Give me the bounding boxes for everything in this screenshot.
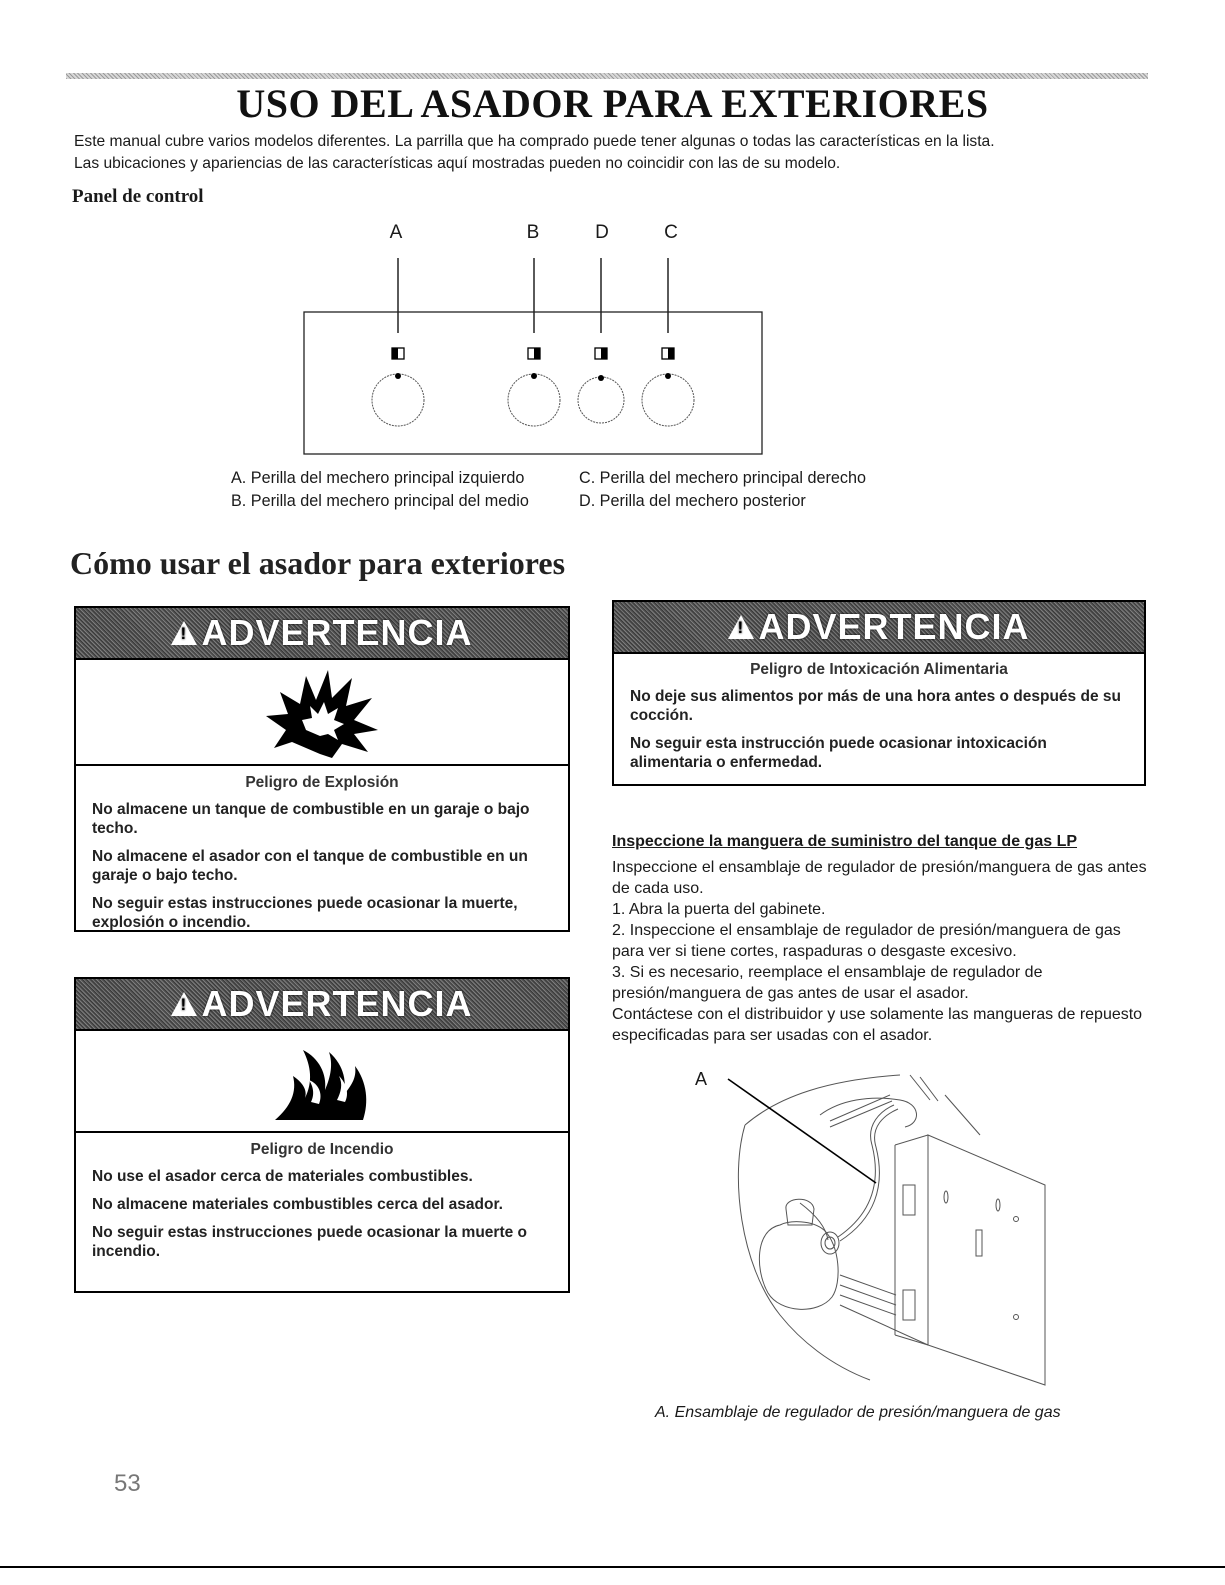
inspection-step-1: 1. Abra la puerta del gabinete.	[612, 901, 826, 918]
knob-a	[372, 348, 424, 426]
label-d: D	[595, 222, 609, 243]
warning-body	[76, 1133, 568, 1280]
warning-text-1: No use el asador cerca de materiales combustibles.	[92, 1168, 473, 1185]
inspection-step-2: 2. Inspeccione el ensamblaje de regulador de presión/manguera de gas para ver si tiene cortes, raspaduras o desgaste excesivo.	[612, 922, 1121, 960]
section-heading: Cómo usar el asador para exteriores	[70, 545, 566, 581]
knob-d	[578, 348, 624, 423]
intro-line-1: Este manual cubre varios modelos diferentes. La parrilla que ha comprado puede tener algunas o todas las características en la lista.	[74, 133, 995, 150]
knob-b	[508, 348, 560, 426]
warning-text-3: No seguir estas instrucciones puede ocasionar la muerte o incendio.	[92, 1224, 527, 1260]
warning-fire	[74, 977, 570, 1293]
legend-b: B. Perilla del mechero principal del medio	[231, 492, 529, 510]
warning-text-2: No almacene materiales combustibles cerca del asador.	[92, 1196, 503, 1213]
legend-a: A. Perilla del mechero principal izquierdo	[231, 469, 525, 487]
fire-pictogram	[76, 1031, 568, 1133]
warning-text-1: No deje sus alimentos por más de una hora antes o después de su cocción.	[630, 688, 1121, 724]
warning-header: ! ADVERTENCIA	[614, 602, 1144, 654]
warning-triangle-icon	[171, 621, 197, 645]
legend-right	[579, 467, 866, 513]
label-b: B	[526, 222, 540, 243]
fire-icon	[267, 1036, 377, 1126]
intro-text	[74, 131, 1154, 175]
warning-text-1: No almacene un tanque de combustible en un garaje o bajo techo.	[92, 801, 530, 837]
legend-d: D. Perilla del mechero posterior	[579, 492, 806, 510]
page-title: USO DEL ASADOR PARA EXTERIORES	[236, 81, 989, 126]
figure-label-a: A	[695, 1069, 708, 1089]
control-panel-heading: Panel de control	[72, 186, 204, 207]
warning-header: ! ADVERTENCIA	[76, 608, 568, 660]
legend-left	[231, 467, 529, 513]
warning-triangle-icon	[728, 615, 754, 639]
inspection-text	[612, 857, 1152, 1046]
warning-title: Peligro de Incendio	[250, 1141, 394, 1158]
label-a: A	[389, 222, 403, 243]
warning-body	[614, 654, 1144, 791]
warning-food	[612, 600, 1146, 786]
warning-triangle-icon	[171, 992, 197, 1016]
explosion-pictogram	[76, 660, 568, 766]
page-number: 53	[114, 1470, 141, 1497]
inspection-note: Contáctese con el distribuidor y use solamente las mangueras de repuesto especificadas para ser usadas con el asador.	[612, 1006, 1143, 1044]
bottom-rule	[0, 1566, 1225, 1568]
inspection-intro: Inspeccione el ensamblaje de regulador de presión/manguera de gas antes de cada uso.	[612, 859, 1147, 897]
control-panel-diagram	[300, 248, 770, 458]
warning-title: Peligro de Explosión	[245, 774, 399, 791]
lp-tank-illustration	[700, 1065, 1060, 1395]
intro-line-2: Las ubicaciones y apariencias de las características aquí mostradas pueden no coincidir con las de su modelo.	[74, 155, 841, 172]
warning-header: ! ADVERTENCIA	[76, 979, 568, 1031]
inspection-step-3: 3. Si es necesario, reemplace el ensamblaje de regulador de presión/manguera de gas antes de usar el asador.	[612, 964, 1043, 1002]
warning-text-2: No seguir esta instrucción puede ocasionar intoxicación alimentaria o enfermedad.	[630, 735, 1047, 771]
explosion-icon	[262, 664, 382, 760]
top-rule	[66, 73, 1148, 79]
warning-explosion	[74, 606, 570, 932]
label-c: C	[664, 222, 678, 243]
warning-text-3: No seguir estas instrucciones puede ocasionar la muerte, explosión o incendio.	[92, 895, 518, 931]
inspection-title: Inspeccione la manguera de suministro del tanque de gas LP	[612, 833, 1078, 850]
legend-c: C. Perilla del mechero principal derecho	[579, 469, 867, 487]
warning-body	[76, 766, 568, 951]
warning-text-2: No almacene el asador con el tanque de combustible en un garaje o bajo techo.	[92, 848, 528, 884]
warning-title: Peligro de Intoxicación Alimentaria	[750, 661, 1008, 678]
figure-caption: A. Ensamblaje de regulador de presión/manguera de gas	[655, 1404, 1061, 1421]
knob-c	[642, 348, 694, 426]
